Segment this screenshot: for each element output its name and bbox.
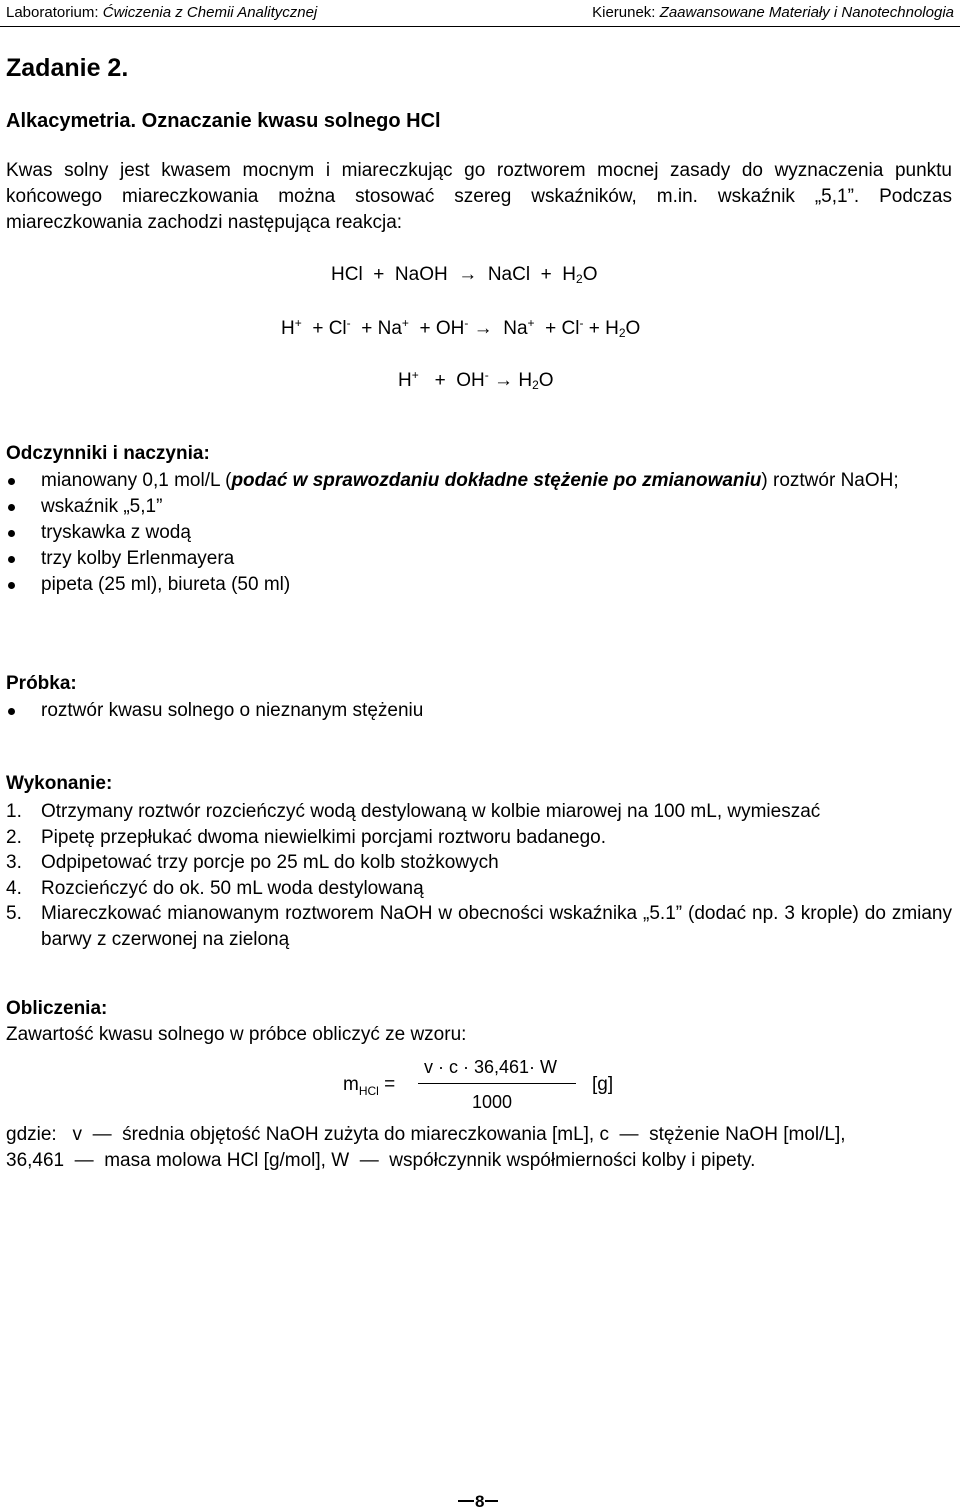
eq1-water-end: O: [582, 264, 598, 285]
eq3-oh: OH: [456, 370, 485, 391]
bullet-icon: [8, 582, 15, 589]
eq2-plus: +: [419, 318, 431, 339]
eq2-na: Na: [503, 318, 528, 339]
formula-m: m: [343, 1074, 359, 1095]
reagent-item: tryskawka z wodą: [41, 522, 191, 543]
step-number: 4.: [6, 877, 22, 899]
eq2-plus: +: [588, 318, 600, 339]
bullet-icon: [8, 708, 15, 715]
reagent-1-emphasis: podać w sprawozdaniu dokładne stężenie po zmianowaniu: [231, 470, 762, 491]
arrow-icon: →: [473, 318, 493, 339]
where-definitions: [6, 1122, 956, 1174]
calc-heading: Obliczenia:: [6, 998, 108, 1019]
eq2-water-end: O: [625, 318, 641, 339]
formula-lhs: [343, 1074, 395, 1098]
eq1-naoh: NaOH: [394, 264, 448, 285]
equation-ionic: [281, 316, 640, 340]
formula-unit: [g]: [592, 1074, 614, 1095]
bullet-icon: [8, 478, 15, 485]
eq2-plus: +: [361, 318, 373, 339]
eq3-plus: +: [434, 370, 446, 391]
eq2-oh: OH: [435, 318, 465, 339]
reagent-item: wskaźnik „5,1”: [41, 496, 163, 517]
eq2-oh-sup: -: [464, 316, 469, 330]
step-item: [6, 876, 952, 902]
header-lab-name: Ćwiczenia z Chemii Analitycznej: [102, 4, 318, 21]
eq1-hcl: HCl: [331, 264, 363, 285]
formula-equals: =: [384, 1074, 396, 1095]
eq2-cl-sup: -: [579, 316, 584, 330]
eq2-h-sup: +: [294, 316, 302, 330]
eq2-na: Na: [377, 318, 402, 339]
calc-intro: Zawartość kwasu solnego w próbce obliczyć ze wzoru:: [6, 1024, 467, 1045]
eq2-cl-sup: -: [346, 316, 351, 330]
formula-m-sub: HCl: [358, 1083, 379, 1098]
eq1-water-sub: 2: [576, 272, 583, 286]
step-text: Pipetę przepłukać dwoma niewielkimi porcjami roztworu badanego.: [41, 826, 606, 848]
intro-paragraph: Kwas solny jest kwasem mocnym i miareczkując go roztworem mocnej zasady do wyznaczenia punktu końcowego miareczkowania można stosować szereg wskaźników, m.in. wskaźnik „5,1”. Podczas miareczkowania zachodzi następująca reakcja:: [6, 160, 952, 233]
eq2-cl: Cl: [328, 318, 347, 339]
reagents-list: [6, 468, 952, 598]
step-item: [6, 901, 952, 952]
eq3-water-sub: 2: [532, 378, 539, 392]
eq3-h-sup: +: [411, 368, 419, 382]
eq2-plus: +: [312, 318, 324, 339]
topic-title: Alkacymetria. Oznaczanie kwasu solnego HCl: [6, 110, 441, 132]
eq2-na-sup: +: [401, 316, 409, 330]
step-item: [6, 799, 952, 825]
step-number: 3.: [6, 852, 22, 873]
procedure-steps: [6, 799, 952, 952]
list-item: [6, 698, 952, 724]
reagent-item: trzy kolby Erlenmayera: [41, 548, 235, 569]
header-kierunek: [592, 4, 954, 21]
formula-numerator: v · c · 36,461· W: [424, 1057, 558, 1077]
header-lab-prefix: Laboratorium:: [6, 4, 99, 21]
step-text: Miareczkować mianowanym roztworem NaOH w obecności wskaźnika „5.1” (dodać np. 3 krople) do zmiany barwy z czerwonej na zieloną: [41, 903, 952, 950]
eq1-plus: +: [540, 264, 552, 285]
eq3-h: H: [398, 370, 412, 391]
eq2-plus: +: [545, 318, 557, 339]
step-text: Odpipetować trzy porcje po 25 mL do kolb stożkowych: [41, 852, 499, 873]
eq2-cl: Cl: [561, 318, 580, 339]
header-lab: [6, 4, 317, 21]
bullet-icon: [8, 504, 15, 511]
equation-molecular: [331, 264, 598, 286]
eq2-water-sub: 2: [618, 326, 626, 340]
step-text: Otrzymany roztwór rozcieńczyć wodą destylowaną w kolbie miarowej na 100 mL, wymieszać: [41, 801, 821, 822]
eq3-water-end: O: [538, 370, 554, 391]
sample-list: [6, 698, 952, 724]
eq1-nacl: NaCl: [487, 264, 531, 285]
page-header: [0, 0, 960, 27]
eq2-water: H: [605, 318, 619, 339]
procedure-heading: Wykonanie:: [6, 773, 113, 794]
arrow-icon: →: [458, 264, 478, 285]
reagent-1-start: mianowany 0,1 mol/L (: [41, 470, 232, 491]
fraction-bar: [418, 1083, 576, 1084]
list-item: [6, 572, 952, 598]
step-number: 2.: [6, 826, 22, 848]
reagent-item: pipeta (25 ml), biureta (50 ml): [41, 574, 291, 595]
eq1-plus: +: [373, 264, 385, 285]
where-line-2: 36,461 — masa molowa HCl [g/mol], W — współczynnik współmierności kolby i pipety.: [6, 1150, 756, 1171]
eq2-h: H: [281, 318, 295, 339]
eq1-water: H: [562, 264, 577, 285]
reagents-heading: Odczynniki i naczynia:: [6, 443, 210, 464]
arrow-icon: →: [494, 370, 514, 391]
step-text: Rozcieńczyć do ok. 50 mL woda destylowaną: [41, 877, 424, 899]
step-item: [6, 850, 952, 876]
equation-net: [398, 368, 554, 392]
header-kier-name: Zaawansowane Materiały i Nanotechnologia: [659, 4, 954, 21]
eq3-water: H: [518, 370, 533, 391]
eq3-oh-sup: -: [484, 368, 489, 382]
step-number: 5.: [6, 903, 22, 924]
bullet-icon: [8, 530, 15, 537]
list-item: [6, 494, 952, 520]
reagent-1-end: ) roztwór NaOH;: [761, 470, 899, 491]
step-number: 1.: [6, 801, 22, 822]
list-item: [6, 520, 952, 546]
page-number: 8: [475, 1492, 485, 1511]
sample-heading: Próbka:: [6, 673, 77, 694]
where-line-1: gdzie: v — średnia objętość NaOH zużyta do miareczkowania [mL], c — stężenie NaOH [mol/L],: [6, 1124, 846, 1145]
list-item: [6, 468, 952, 494]
task-title: Zadanie 2.: [6, 54, 129, 82]
bullet-icon: [8, 556, 15, 563]
sample-item: roztwór kwasu solnego o nieznanym stężeniu: [41, 700, 424, 721]
header-kier-prefix: Kierunek:: [592, 4, 656, 21]
eq2-na-sup: +: [527, 316, 535, 330]
list-item: [6, 546, 952, 572]
step-item: [6, 825, 952, 851]
formula-denominator: 1000: [472, 1092, 513, 1112]
